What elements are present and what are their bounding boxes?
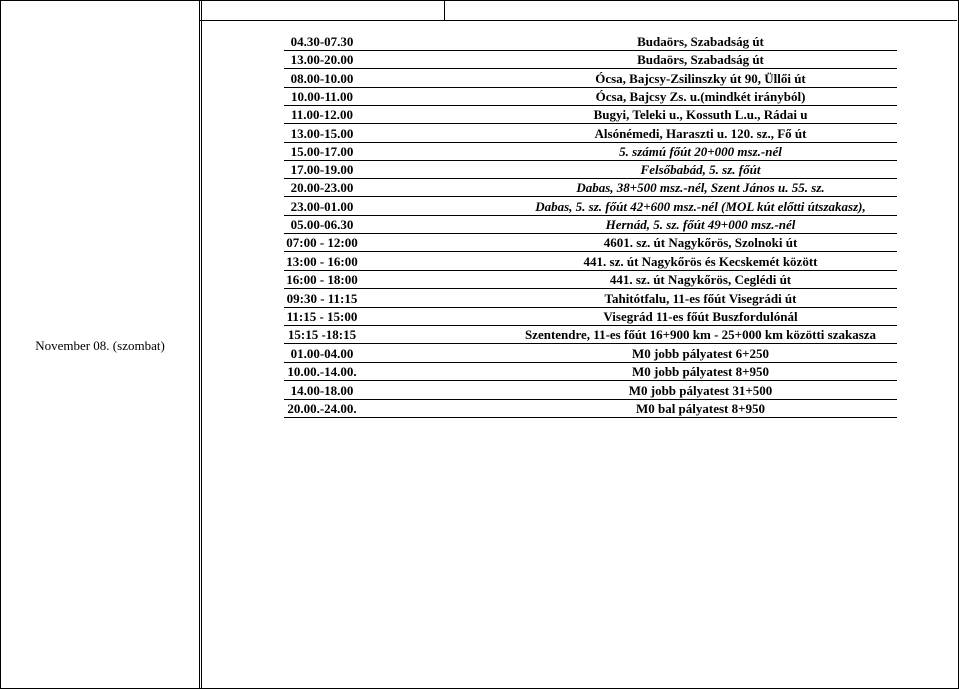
table-row — [200, 70, 957, 88]
time-cell: 14.00-18.00 — [290, 382, 354, 398]
table-row — [200, 88, 957, 106]
location-cell: Szentendre, 11-es főút 16+900 km - 25+000 km közötti szakasza — [524, 327, 877, 343]
location-cell: Dabas, 38+500 msz.-nél, Szent János u. 55. sz. — [576, 180, 825, 196]
time-cell: 15:15 -18:15 — [287, 327, 357, 343]
table-row — [200, 345, 957, 363]
table-row — [200, 198, 957, 216]
time-cell: 01.00-04.00 — [290, 345, 354, 361]
location-cell: Tahitótfalu, 11-es főút Visegrádi út — [604, 290, 797, 306]
date-label: November 08. (szombat) — [35, 338, 165, 353]
header-divider — [200, 20, 957, 21]
time-cell: 20.00-23.00 — [290, 180, 354, 196]
location-cell: Visegrád 11-es főút Buszfordulónál — [603, 309, 798, 324]
table-row — [200, 271, 957, 289]
time-cell: 10.00.-14.00. — [287, 364, 357, 380]
table-row — [200, 382, 957, 400]
location-cell: M0 jobb pályatest 31+500 — [628, 382, 773, 398]
location-cell: Ócsa, Bajcsy Zs. u.(mindkét irányból) — [595, 88, 806, 104]
table-row — [200, 143, 957, 161]
table-row — [200, 253, 957, 271]
time-cell: 04.30-07.30 — [290, 34, 354, 49]
location-cell: Alsónémedi, Haraszti u. 120. sz., Fő út — [594, 125, 807, 141]
time-cell: 07:00 - 12:00 — [286, 235, 358, 251]
table-row — [200, 161, 957, 179]
location-cell: Budaörs, Szabadság út — [637, 34, 764, 49]
location-cell: M0 jobb pályatest 6+250 — [631, 345, 770, 361]
table-row — [200, 33, 957, 51]
table-row — [200, 216, 957, 234]
time-cell: 13.00-20.00 — [290, 52, 354, 68]
time-cell: 16:00 - 18:00 — [286, 272, 358, 288]
table-row — [200, 106, 957, 124]
location-cell: 5. számú főút 20+000 msz.-nél — [619, 143, 782, 159]
time-cell: 15.00-17.00 — [290, 143, 354, 159]
table-row — [200, 234, 957, 252]
table-row — [200, 308, 957, 326]
time-cell: 23.00-01.00 — [290, 198, 354, 214]
location-cell: 441. sz. út Nagykőrös, Ceglédi út — [609, 272, 792, 288]
column-divider-middle — [444, 0, 445, 20]
time-cell: 11:15 - 15:00 — [286, 309, 358, 324]
table-row — [200, 400, 957, 418]
location-cell: Bugyi, Teleki u., Kossuth L.u., Rádai u — [593, 107, 808, 123]
table-row — [200, 326, 957, 344]
location-cell: Budaörs, Szabadság út — [637, 52, 764, 68]
time-cell: 05.00-06.30 — [290, 217, 354, 232]
time-cell: 13:00 - 16:00 — [286, 253, 358, 269]
time-cell: 20.00.-24.00. — [287, 401, 357, 416]
table-row — [200, 363, 957, 381]
location-cell: Hernád, 5. sz. főút 49+000 msz.-nél — [605, 217, 796, 232]
location-cell: 4601. sz. út Nagykőrös, Szolnoki út — [603, 235, 798, 251]
table-row — [200, 290, 957, 308]
location-cell: Dabas, 5. sz. főút 42+600 msz.-nél (MOL kút előtti útszakasz), — [535, 198, 866, 214]
row-divider — [284, 417, 897, 418]
location-cell: Ócsa, Bajcsy-Zsilinszky út 90, Üllői út — [595, 70, 806, 86]
time-cell: 08.00-10.00 — [290, 70, 354, 86]
location-cell: 441. sz. út Nagykőrös és Kecskemét között — [583, 253, 818, 269]
time-cell: 13.00-15.00 — [290, 125, 354, 141]
location-cell: Felsőbabád, 5. sz. főút — [640, 162, 761, 178]
time-cell: 17.00-19.00 — [290, 162, 354, 178]
location-cell: M0 jobb pályatest 8+950 — [631, 364, 770, 380]
location-cell: M0 bal pályatest 8+950 — [635, 401, 766, 416]
time-cell: 09:30 - 11:15 — [286, 290, 358, 306]
time-cell: 11.00-12.00 — [290, 107, 354, 123]
table-row — [200, 125, 957, 143]
table-row — [200, 51, 957, 69]
time-cell: 10.00-11.00 — [290, 88, 354, 104]
table-row — [200, 179, 957, 197]
